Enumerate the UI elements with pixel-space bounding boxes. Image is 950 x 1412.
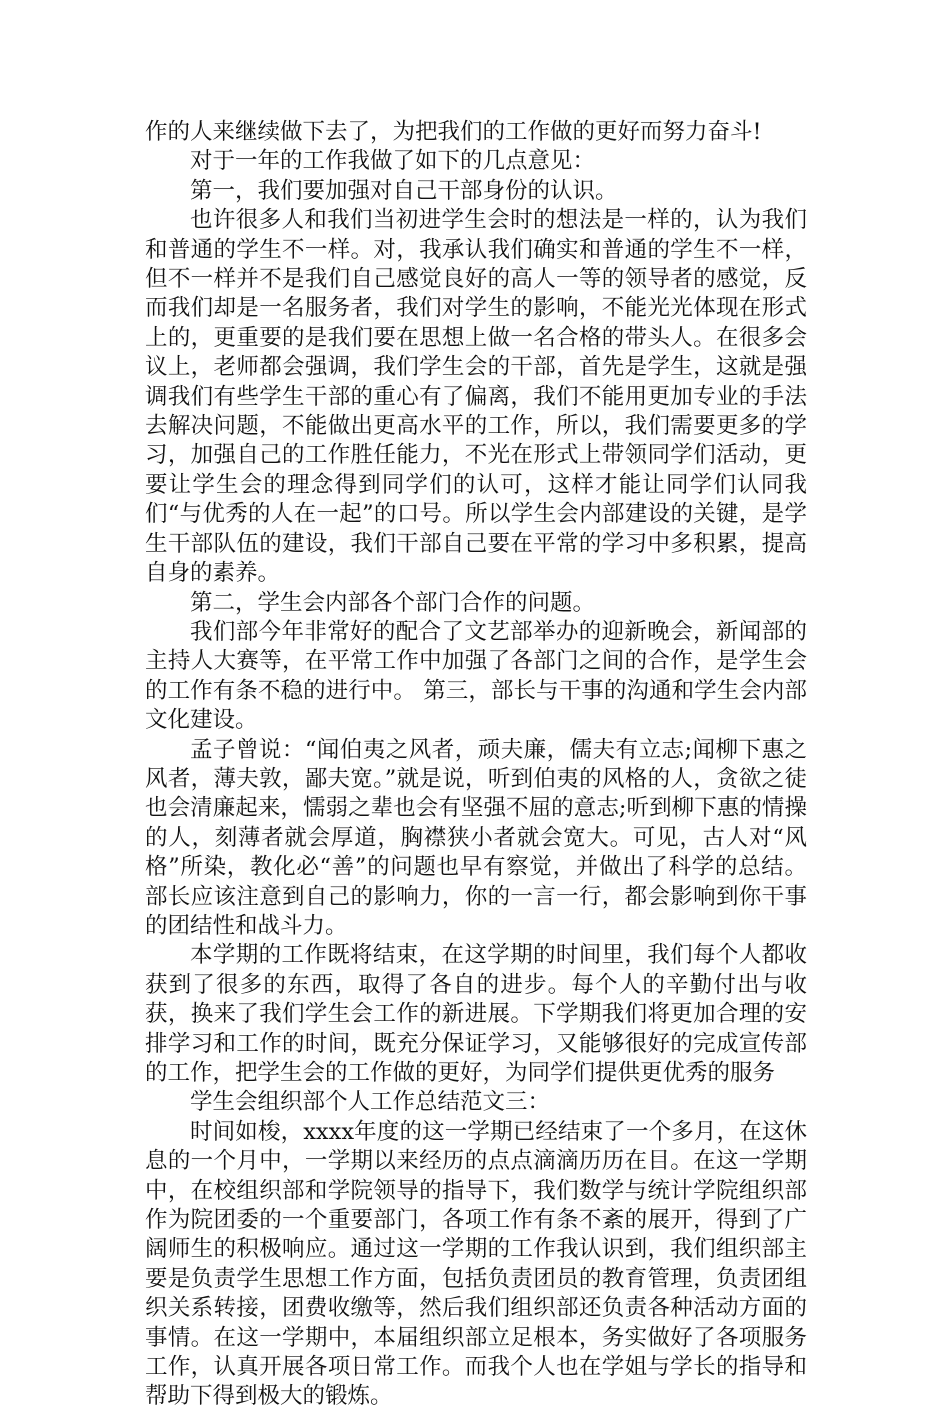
paragraph: 作的人来继续做下去了，为把我们的工作做的更好而努力奋斗!	[145, 119, 762, 145]
paragraph: 孟子曾说：“闻伯夷之风者，顽夫廉，儒夫有立志;闻柳下惠之风者，薄夫敦，鄙夫宽。”就是说，听到伯夷的风格的人，贪欲之徒也会清廉起来，懦弱之辈也会有坚强不屈的意志;听到柳下惠的情操的人，刻薄者就会厚道，胸襟狭小者就会宽大。可见，古人对“风格”所染，教化必“善”的问题也早有察觉，并做出了科学的总结。部长应该注意到自己的影响力，你的一言一行，都会影响到你干事的团结性和战斗力。	[145, 736, 807, 939]
paragraph: 我们部今年非常好的配合了文艺部举办的迎新晚会，新闻部的主持人大赛等，在平常工作中加强了各部门之间的合作，是学生会的工作有条不稳的进行中。 第三，部长与干事的沟通和学生会内部文化建设。	[145, 618, 807, 734]
paragraph: 对于一年的工作我做了如下的几点意见：	[190, 148, 596, 175]
section-heading-first: 第一，我们要加强对自己干部身份的认识。	[190, 177, 618, 204]
paragraph: 也许很多人和我们当初进学生会时的想法是一样的，认为我们和普通的学生不一样。对，我承认我们确实和普通的学生不一样，但不一样并不是我们自己感觉良好的高人一等的领导者的感觉，反而我们却是一名服务者，我们对学生的影响，不能光光体现在形式上的，更重要的是我们要在思想上做一名合格的带头人。在很多会议上，老师都会强调，我们学生会的干部，首先是学生，这就是强调我们有些学生干部的重心有了偏离，我们不能用更加专业的手法去解决问题，不能做出更高水平的工作，所以，我们需要更多的学习，加强自己的工作胜任能力，不光在形式上带领同学们活动，更要让学生会的理念得到同学们的认可，这样才能让同学们认同我们“与优秀的人在一起”的口号。所以学生会内部建设的关键，是学生干部队伍的建设，我们干部自己要在平常的学习中多积累，提高自身的素养。	[145, 207, 807, 587]
document-body	[145, 118, 807, 1412]
paragraph: 本学期的工作既将结束，在这学期的时间里，我们每个人都收获到了很多的东西，取得了各自的进步。每个人的辛勤付出与收获，换来了我们学生会工作的新进展。下学期我们将更加合理的安排学习和工作的时间，既充分保证学习，又能够很好的完成宣传部的工作，把学生会的工作做的更好，为同学们提供更优秀的服务	[145, 942, 807, 1086]
section-heading-second: 第二，学生会内部各个部门合作的问题。	[190, 589, 596, 616]
paragraph: 时间如梭，xxxx年度的这一学期已经结束了一个多月，在这休息的一个月中，一学期以来经历的点点滴滴历历在目。在这一学期中，在校组织部和学院领导的指导下，我们数学与统计学院组织部作为院团委的一个重要部门，各项工作有条不紊的展开，得到了广阔师生的积极响应。通过这一学期的工作我认识到，我们组织部主要是负责学生思想工作方面，包括负责团员的教育管理，负责团组织关系转接，团费收缴等，然后我们组织部还负责各种活动方面的事情。在这一学期中，本届组织部立足根本，务实做好了各项服务工作，认真开展各项日常工作。而我个人也在学姐与学长的指导和帮助下得到极大的锻炼。	[145, 1118, 807, 1410]
article-title-three: 学生会组织部个人工作总结范文三：	[190, 1089, 551, 1116]
